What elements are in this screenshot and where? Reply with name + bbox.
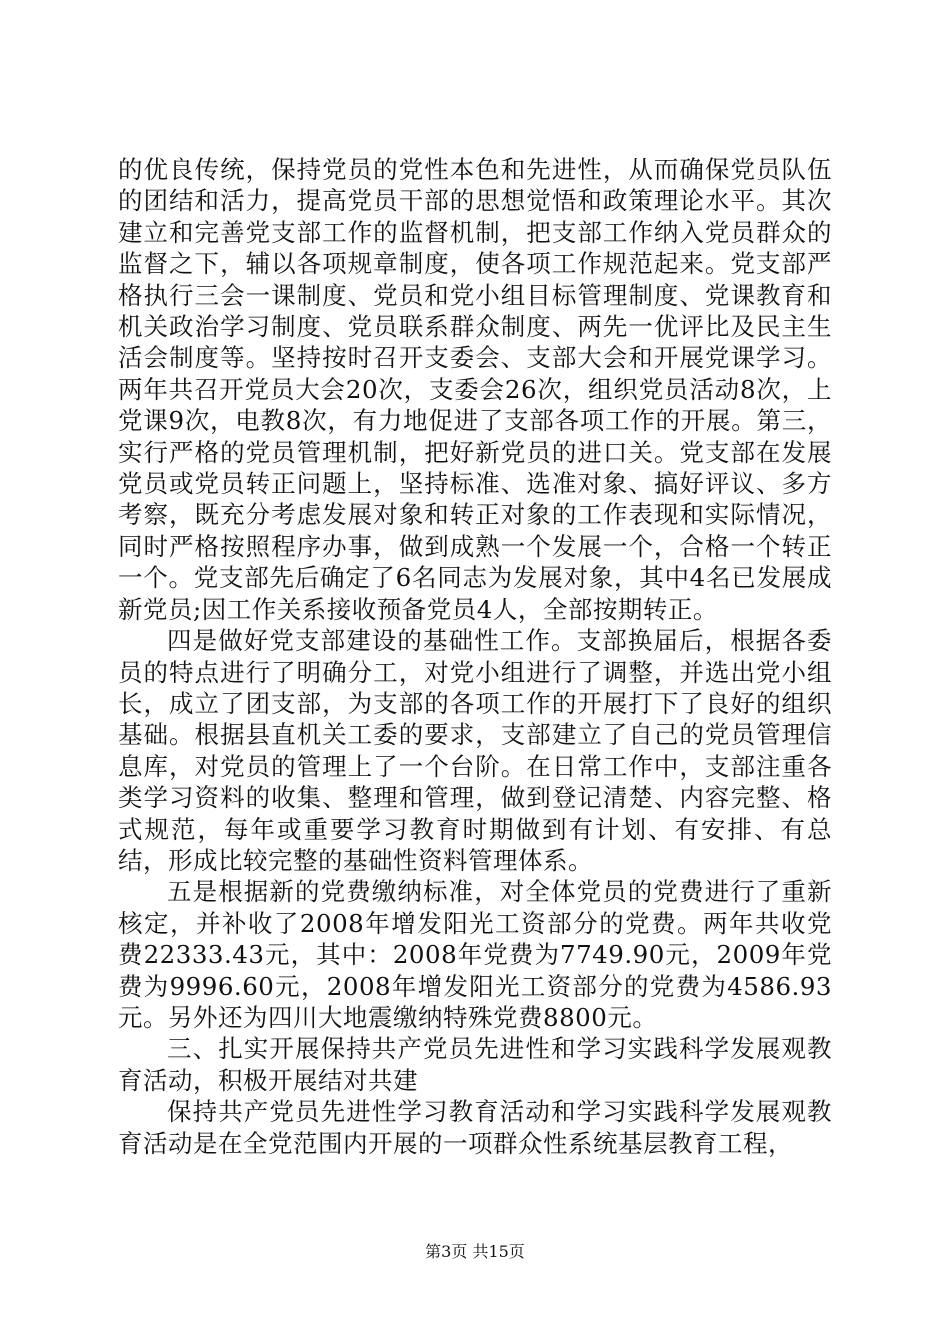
paragraph-3: 五是根据新的党费缴纳标准，对全体党员的党费进行了重新核定，并补收了2008年增发阳光工资部分的党费。两年共收党费22333.43元，其中：2008年党费为7749.90元，2009年党费为9996.60元，2008年增发阳光工资部分的党费为4586.93元。另外还为四川大地震缴纳特殊党费8800元。 (118, 877, 832, 1032)
page-number-footer: 第3页 共15页 (425, 1242, 525, 1261)
document-body (118, 154, 832, 1159)
paragraph-4: 保持共产党员先进性学习教育活动和学习实践科学发展观教育活动是在全党范围内开展的一项群众性系统基层教育工程， (118, 1097, 832, 1158)
paragraph-2: 四是做好党支部建设的基础性工作。支部换届后，根据各委员的特点进行了明确分工，对党小组进行了调整，并选出党小组长，成立了团支部，为支部的各项工作的开展打下了良好的组织基础。根据县直机关工委的要求，支部建立了自己的党员管理信息库，对党员的管理上了一个台阶。在日常工作中，支部注重各类学习资料的收集、整理和管理，做到登记清楚、内容完整、格式规范，每年或重要学习教育时期做到有计划、有安排、有总结，形成比较完整的基础性资料管理体系。 (118, 626, 832, 875)
section-heading: 三、扎实开展保持共产党员先进性和学习实践科学发展观教育活动，积极开展结对共建 (118, 1034, 832, 1095)
paragraph-1: 的优良传统，保持党员的党性本色和先进性，从而确保党员队伍的团结和活力，提高党员干部的思想觉悟和政策理论水平。其次建立和完善党支部工作的监督机制，把支部工作纳入党员群众的监督之下，辅以各项规章制度，使各项工作规范起来。党支部严格执行三会一课制度、党员和党小组目标管理制度、党课教育和机关政治学习制度、党员联系群众制度、两先一优评比及民主生活会制度等。坚持按时召开支委会、支部大会和开展党课学习。两年共召开党员大会20次，支委会26次，组织党员活动8次，上党课9次，电教8次，有力地促进了支部各项工作的开展。第三，实行严格的党员管理机制，把好新党员的进口关。党支部在发展党员或党员转正问题上，坚持标准、选准对象、搞好评议、多方考察，既充分考虑发展对象和转正对象的工作表现和实际情况，同时严格按照程序办事，做到成熟一个发展一个，合格一个转正一个。党支部先后确定了6名同志为发展对象，其中4名已发展成新党员;因工作关系接收预备党员4人，全部按期转正。 (118, 155, 832, 624)
